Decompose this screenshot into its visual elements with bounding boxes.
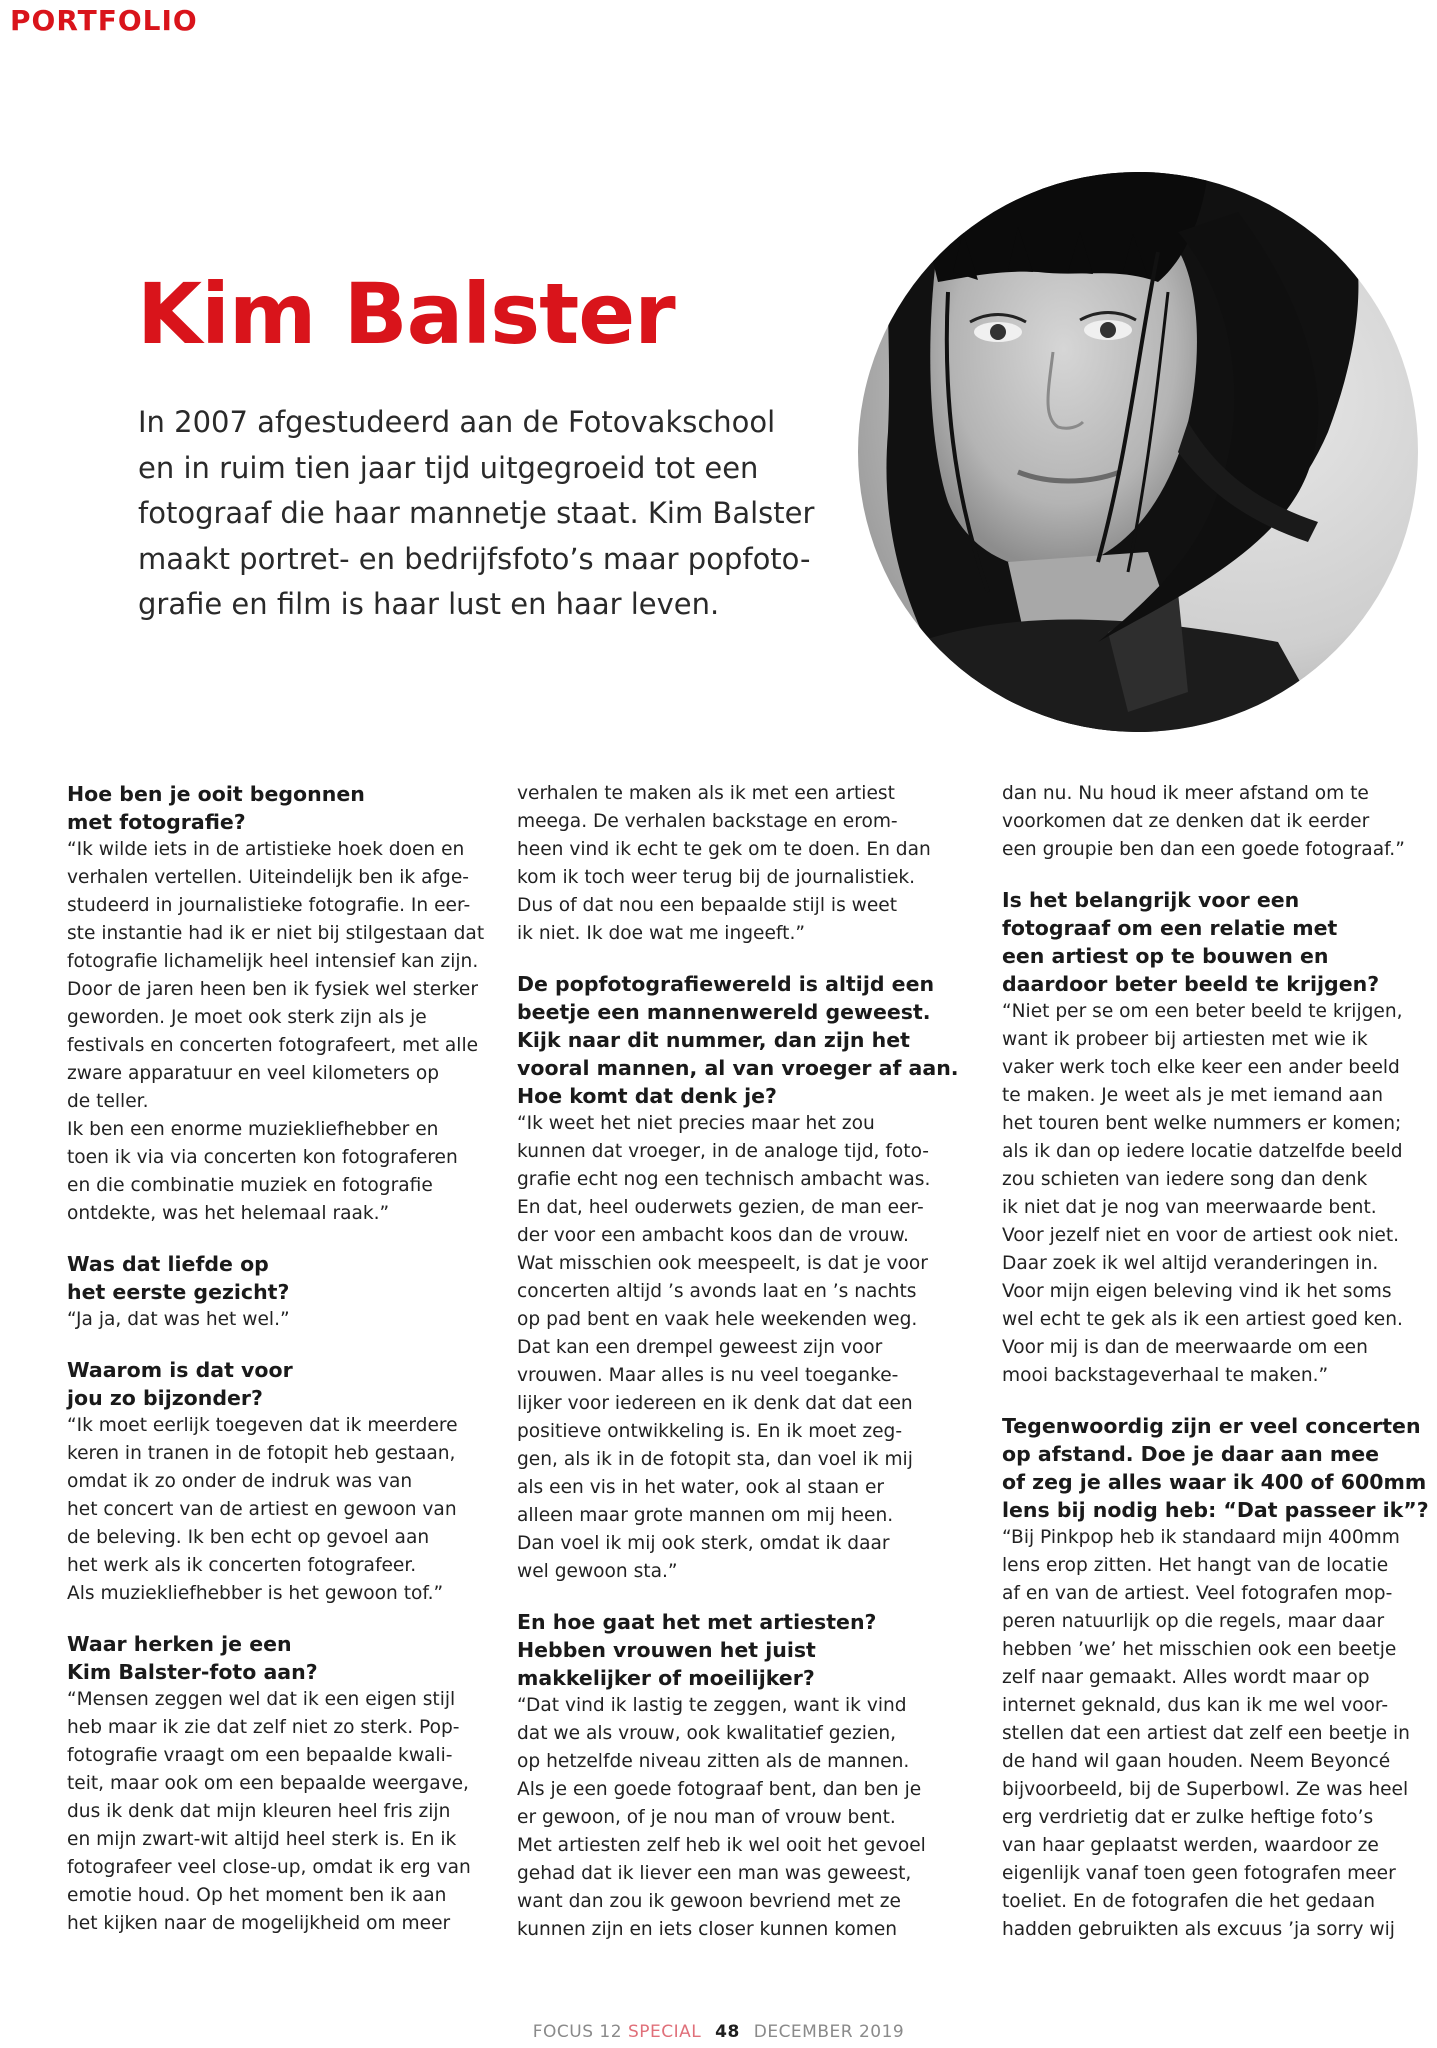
interview-question: Tegenwoordig zijn er veel concerten op afstand. Doe je daar aan mee of zeg je alles waar ik 400 of 600mm lens bij nodig heb: “Dat passeer ik”? <box>1002 1414 1429 1522</box>
interview-question: Waar herken je een Kim Balster-foto aan? <box>67 1632 318 1684</box>
article-title: Kim Balster <box>137 265 675 363</box>
section-label: PORTFOLIO <box>10 4 198 37</box>
article-column-3 <box>1002 780 1437 1944</box>
intro-line: grafie en film is haar lust en haar leven. <box>138 587 720 621</box>
intro-line: en in ruim tien jaar tijd uitgegroeid tot een <box>138 450 759 485</box>
interview-answer: verhalen te maken als ik met een artiest meega. De verhalen backstage en erom- heen vind ik echt te gek om te doen. En dan kom ik toch weer terug bij de journalistiek. Dus of dat nou een bepaalde stijl is weet ik niet. Ik doe wat me ingeeft.” <box>517 783 931 944</box>
page-footer <box>0 2022 1437 2042</box>
interview-question: De popfotografiewereld is altijd een beetje een mannenwereld geweest. Kijk naar dit nummer, dan zijn het vooral mannen, al van vroeger af aan. Hoe komt dat denk je? <box>517 972 959 1108</box>
interview-question: Was dat liefde op het eerste gezicht? <box>67 1252 290 1304</box>
interview-answer: “Ik moet eerlijk toegeven dat ik meerdere keren in tranen in de fotopit heb gestaan, omdat ik zo onder de indruk was van het concert van de artiest en gewoon van de beleving. Ik ben echt op gevoel aan het werk als ik concerten fotografeer. Als muziekliefhebber is het gewoon tof.” <box>67 1415 458 1604</box>
interview-question: Hoe ben je ooit begonnen met fotografie? <box>67 782 365 834</box>
article-column-1 <box>67 780 507 1938</box>
page-number: 48 <box>715 2022 740 2042</box>
interview-answer: “Niet per se om een beter beeld te krijgen, want ik probeer bij artiesten met wie ik vaker werk toch elke keer een ander beeld te maken. Je weet als je met iemand aan het touren bent welke nummers er komen; als ik dan op iedere locatie datzelfde beeld zou schieten van iedere song dan denk ik niet dat je nog van meerwaarde bent. Voor jezelf niet en voor de artiest ook niet. Daar zoek ik wel altijd veranderingen in. Voor mijn eigen beleving vind ik het soms wel echt te gek als ik een artiest goed ken. Voor mij is dan de meerwaarde om een mooi backstageverhaal te maken.” <box>1002 1001 1403 1386</box>
interview-question: En hoe gaat het met artiesten? Hebben vrouwen het juist makkelijker of moeilijker? <box>517 1610 877 1690</box>
interview-answer: “Ik wilde iets in de artistieke hoek doen en verhalen vertellen. Uiteindelijk ben ik afge- studeerd in journalistieke fotografie. In eer- ste instantie had ik er niet bij stilgestaan dat fotografie lichamelijk heel intensief kan zijn. Door de jaren heen ben ik fysiek wel sterker geworden. Je moet ook sterk zijn als je festivals en concerten fotografeert, met alle zware apparatuur en veel kilometers op de teller. Ik ben een enorme muziekliefhebber en toen ik via via concerten kon fotograferen en die combinatie muziek en fotografie ontdekte, was het helemaal raak.” <box>67 839 485 1224</box>
interview-question: Waarom is dat voor jou zo bijzonder? <box>67 1358 293 1410</box>
footer-date: DECEMBER 2019 <box>753 2022 905 2042</box>
footer-edition: SPECIAL <box>627 2022 702 2042</box>
interview-answer: “Bij Pinkpop heb ik standaard mijn 400mm lens erop zitten. Het hangt van de locatie af en van de artiest. Veel fotografen mop- peren natuurlijk op die regels, maar daar hebben ’we’ het misschien ook een beetje zelf naar gemaakt. Alles wordt maar op internet geknald, dus kan ik me wel voor- stellen dat een artiest dat zelf een beetje in de hand wil gaan houden. Neem Beyoncé bijvoorbeeld, bij de Superbowl. Ze was heel erg verdrietig dat er zulke heftige foto’s van haar geplaatst werden, waardoor ze eigenlijk vanaf toen geen fotografen meer toeliet. En de fotografen die het gedaan hadden gebruikten als excuus ’ja sorry wij <box>1002 1527 1410 1940</box>
interview-answer: “Dat vind ik lastig te zeggen, want ik vind dat we als vrouw, ook kwalitatief gezien, op hetzelfde niveau zitten als de mannen. Als je een goede fotograaf bent, dan ben je er gewoon, of je nou man of vrouw bent. Met artiesten zelf heb ik wel ooit het gevoel gehad dat ik liever een man was geweest, want dan zou ik gewoon bevriend met ze kunnen zijn en iets closer kunnen komen <box>517 1695 926 1940</box>
interview-question: Is het belangrijk voor een fotograaf om een relatie met een artiest op te bouwen en daardoor beter beeld te krijgen? <box>1002 888 1380 996</box>
intro-line: maakt portret- en bedrijfsfoto’s maar popfoto- <box>138 541 811 576</box>
footer-magazine: FOCUS 12 <box>532 2022 623 2042</box>
interview-answer: “Mensen zeggen wel dat ik een eigen stijl heb maar ik zie dat zelf niet zo sterk. Pop- fotografie vraagt om een bepaalde kwali- teit, maar ook om een bepaalde weergave, dus ik denk dat mijn kleuren heel fris zijn en mijn zwart-wit altijd heel sterk is. En ik fotografeer veel close-up, omdat ik erg van emotie houd. Op het moment ben ik aan het kijken naar de mogelijkheid om meer <box>67 1689 471 1934</box>
article-column-2 <box>517 780 957 1944</box>
intro-line: fotograaf die haar mannetje staat. Kim Balster <box>138 496 815 530</box>
interview-answer: “Ik weet het niet precies maar het zou kunnen dat vroeger, in de analoge tijd, foto- grafie echt nog een technisch ambacht was. En dat, heel ouderwets gezien, de man eer- der voor een ambacht koos dan de vrouw. Wat misschien ook meespeelt, is dat je voor concerten altijd ’s avonds laat en ’s nachts op pad bent en vaak hele weekenden weg. Dat kan een drempel geweest zijn voor vrouwen. Maar alles is nu veel toeganke- lijker voor iedereen en ik denk dat dat een positieve ontwikkeling is. En ik moet zeg- gen, als ik in de fotopit sta, dan voel ik mij als een vis in het water, ook al staan er alleen maar grote mannen om mij heen. Dan voel ik mij ook sterk, omdat ik daar wel gewoon sta.” <box>517 1113 931 1582</box>
intro-line: In 2007 afgestudeerd aan de Fotovakschool <box>138 405 776 439</box>
interview-answer: “Ja ja, dat was het wel.” <box>67 1309 290 1330</box>
portrait-photo <box>858 172 1418 732</box>
article-intro <box>138 400 815 628</box>
interview-answer: dan nu. Nu houd ik meer afstand om te voorkomen dat ze denken dat ik eerder een groupie ben dan een goede fotograaf.” <box>1002 783 1405 860</box>
